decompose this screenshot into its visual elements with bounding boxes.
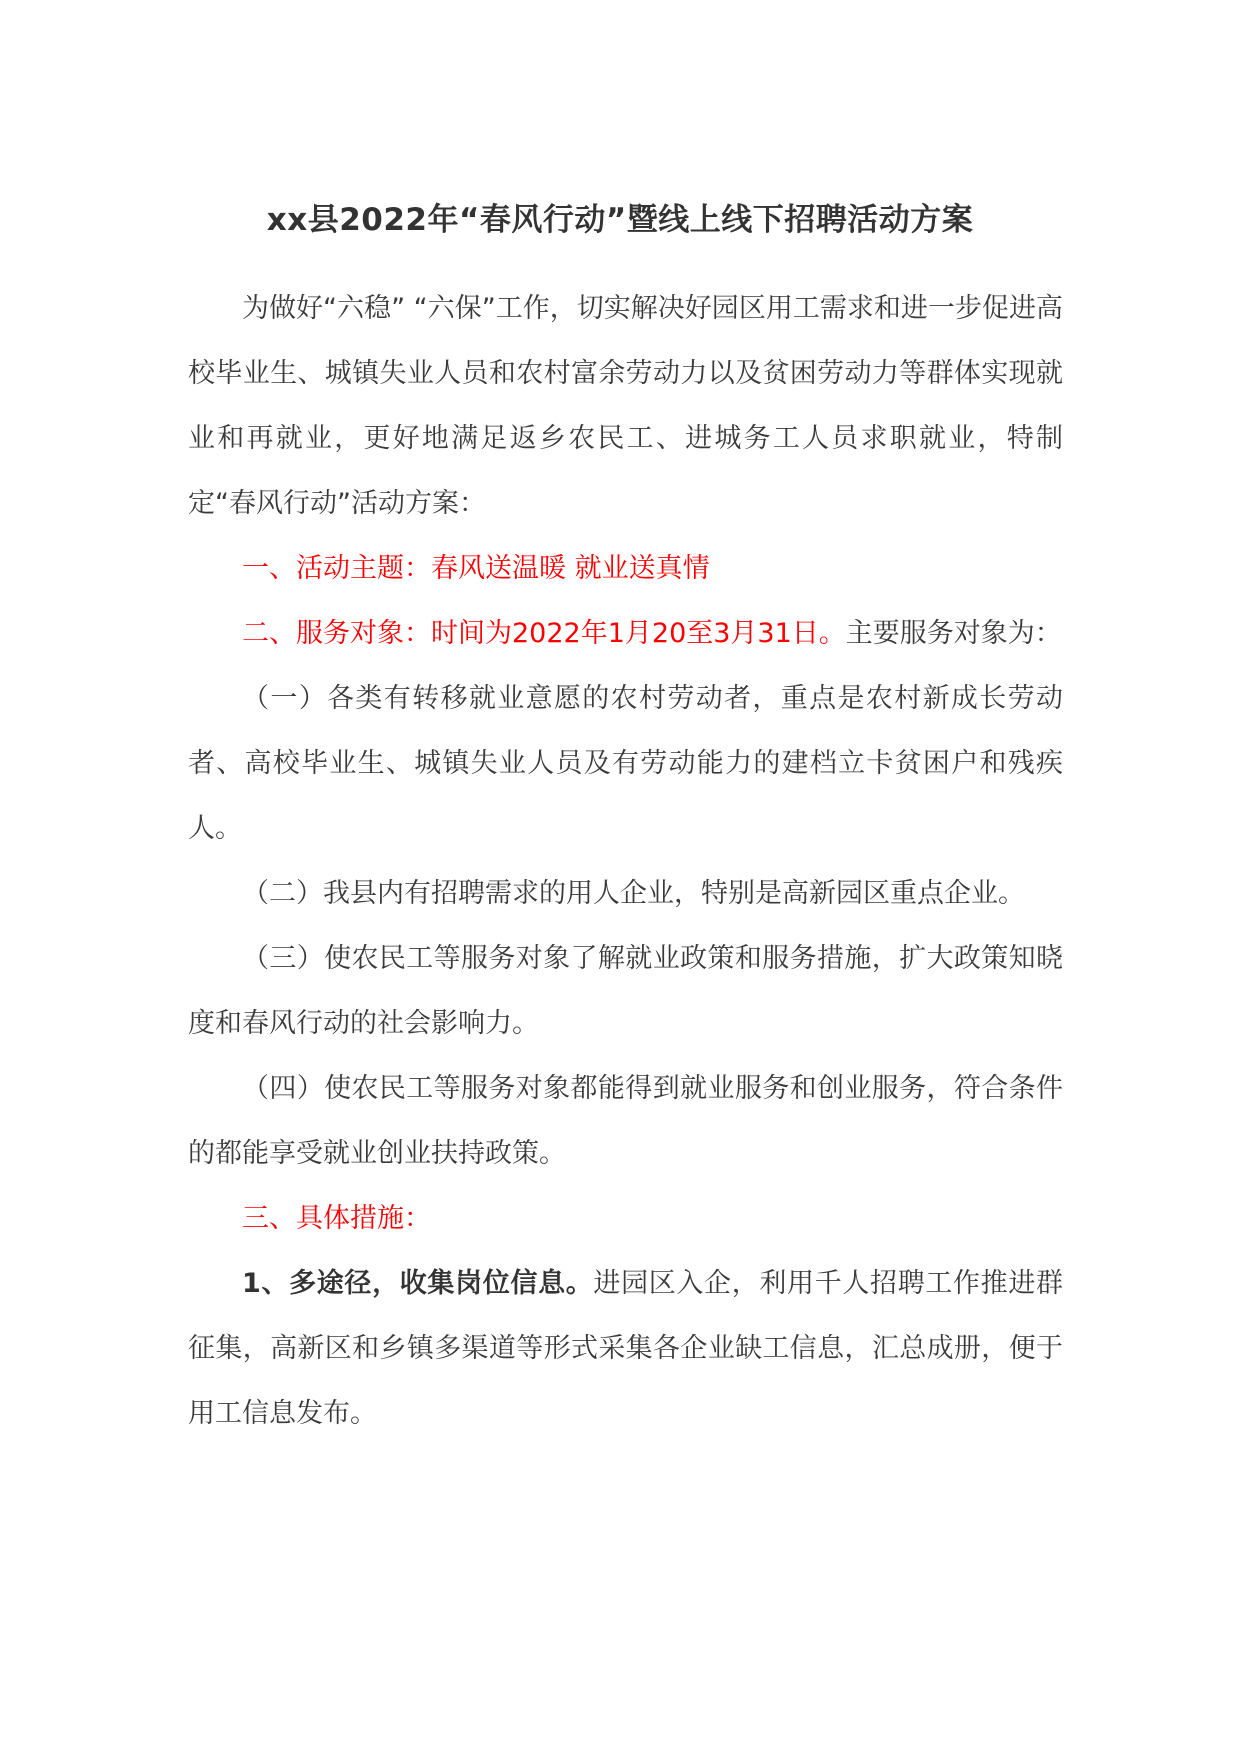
measure-1-paragraph bbox=[188, 1251, 1063, 1446]
item-1-paragraph: （一）各类有转移就业意愿的农村劳动者，重点是农村新成长劳动者、高校毕业生、城镇失业人员及有劳动能力的建档立卡贫困户和残疾人。 bbox=[188, 683, 1063, 844]
item-3-paragraph: （三）使农民工等服务对象了解就业政策和服务措施，扩大政策知晓度和春风行动的社会影响力。 bbox=[188, 943, 1063, 1039]
section-3-heading: 三、具体措施： bbox=[242, 1203, 431, 1234]
measure-1-text: 进园区入企，利用千人招聘工作推进群征集，高新区和乡镇多渠道等形式采集各企业缺工信息，汇总成册，便于用工信息发布。 bbox=[188, 1268, 1064, 1429]
item-2-paragraph: （二）我县内有招聘需求的用人企业，特别是高新园区重点企业。 bbox=[242, 878, 1025, 909]
document-body bbox=[188, 276, 1063, 1446]
section-2-text: 主要服务对象为： bbox=[845, 618, 1062, 649]
measure-1-lead: 1、多途径，收集岗位信息。 bbox=[242, 1268, 594, 1299]
document-title: xx县2022年“春风行动”暨线上线下招聘活动方案 bbox=[266, 202, 974, 238]
section-2-paragraph bbox=[188, 601, 1063, 666]
section-2-heading: 二、服务对象：时间为2022年1月20至3月31日。 bbox=[242, 618, 846, 649]
item-4-paragraph: （四）使农民工等服务对象都能得到就业服务和创业服务，符合条件的都能享受就业创业扶持政策。 bbox=[188, 1073, 1063, 1169]
section-1-heading: 一、活动主题：春风送温暖 就业送真情 bbox=[242, 553, 710, 584]
intro-paragraph: 为做好“六稳” “六保”工作，切实解决好园区用工需求和进一步促进高校毕业生、城镇失业人员和农村富余劳动力以及贫困劳动力等群体实现就业和再就业，更好地满足返乡农民工、进城务工人员求职就业，特制定“春风行动”活动方案： bbox=[188, 293, 1063, 519]
